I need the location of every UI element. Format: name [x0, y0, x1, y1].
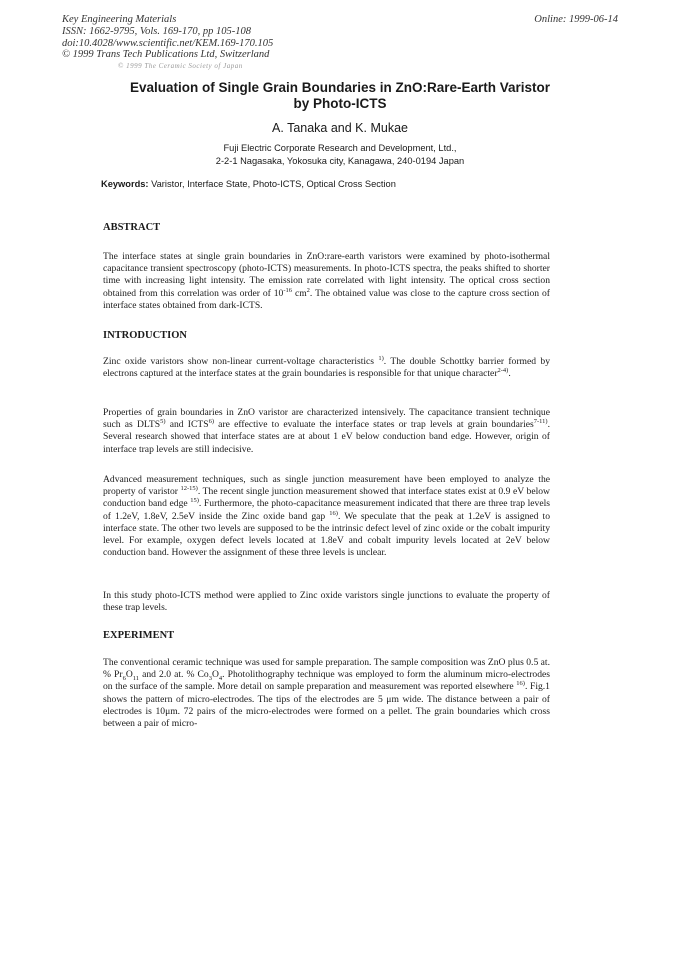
affiliation: [100, 142, 580, 167]
experiment-heading: EXPERIMENT: [103, 630, 175, 641]
introduction-heading: INTRODUCTION: [103, 330, 188, 341]
intro-paragraph-2: Properties of grain boundaries in ZnO varistor are characterized intensively. The capacitance transient technique such as DLTS$^{5)}$ and ICTS$^{6)}$ are effective to evaluate the interface states or trap levels at grain boundaries$^{7-11)}$. Several research showed that interface states are at about 1 eV below conduction band edge. However, origin of interface trap levels are still indecisive.: [103, 407, 550, 455]
issn-line: ISSN: 1662-9795, Vols. 169-170, pp 105-108: [62, 25, 251, 37]
abstract-paragraph: The interface states at single grain boundaries in ZnO:rare-earth varistors were examined by photo-isothermal capacitance transient spectroscopy (photo-ICTS) measurements. In photo-ICTS spectra, the peaks shifted to shorter time with increasing light intensity. The emission rate correlated with light intensity. The optical cross section obtained from this correlation was order of $10^{-16}$ $cm^2$. The obtained value was close to the capture cross section of interface states obtained from dark-ICTS.: [103, 251, 550, 311]
online-date: Online: 1999-06-14: [534, 14, 618, 25]
affiliation-line-2: 2-2-1 Nagasaka, Yokosuka city, Kanagawa, 240-0194 Japan: [215, 155, 465, 166]
title-line-1: Evaluation of Single Grain Boundaries in ZnO:Rare-Earth Varistor: [129, 80, 551, 95]
intro-paragraph-4: In this study photo-ICTS method were applied to Zinc oxide varistors single junctions to evaluate the property of these trap levels.: [103, 590, 550, 614]
paper-title: [100, 80, 580, 112]
keywords: [101, 179, 396, 189]
intro-paragraph-1: Zinc oxide varistors show non-linear current-voltage characteristics $^{1)}$. The double Schottky barrier formed by electrons captured at the interface states at the grain boundaries is responsible for that unique character$^{2-4)}$.: [103, 354, 550, 380]
title-line-2: by Photo-ICTS: [293, 96, 387, 111]
keywords-label: Keywords:: [101, 179, 149, 189]
doi-line: doi:10.4028/www.scientific.net/KEM.169-170.105: [62, 37, 274, 49]
abstract-heading: ABSTRACT: [103, 222, 161, 233]
journal-name: Key Engineering Materials: [62, 14, 177, 25]
experiment-paragraph: The conventional ceramic technique was used for sample preparation. The sample composition was ZnO plus 0.5 at. % $Pr_6O_{11}$ and 2.0 at. % $Co_3O_4$. Photolithography technique was employed to form the aluminum micro-electrodes on the surface of the sample. More detail on sample preparation and measurement was reported elsewhere $^{16)}$. Fig.1 shows the pattern of micro-electrodes. The tips of the electrodes are 5 μm wide. The distance between a pair of electrodes is 10μm. 72 pairs of the micro-electrodes were formed on a pellet. The grain boundaries which cross between a pair of micro-: [103, 657, 550, 730]
faint-society-line: © 1999 The Ceramic Society of Japan: [118, 62, 243, 70]
copyright-line: © 1999 Trans Tech Publications Ltd, Switzerland: [62, 49, 270, 61]
intro-paragraph-3: Advanced measurement techniques, such as single junction measurement have been employed to analyze the property of varistor $^{12-15)}$. The recent single junction measurement showed that interface states exist at 0.9 eV below conduction band edge $^{15)}$. Furthermore, the photo-capacitance measurement indicated that there are three trap levels of 1.2eV, 1.8eV, 2.5eV inside the Zinc oxide band gap $^{16)}$. We speculate that the peak at 1.2eV is assigned to interface state. The other two levels are supposed to be the intrinsic defect level of zinc oxide or the cobalt impurity level. For example, oxygen defect levels located at 1.8eV and cobalt impurity levels located at 2eV below conduction band. However the assignment of these three levels is unclear.: [103, 474, 550, 559]
keywords-text: Varistor, Interface State, Photo-ICTS, Optical Cross Section: [151, 179, 396, 189]
authors: A. Tanaka and K. Mukae: [272, 121, 408, 135]
journal-header: [62, 14, 422, 61]
affiliation-line-1: Fuji Electric Corporate Research and Development, Ltd.,: [223, 143, 457, 153]
